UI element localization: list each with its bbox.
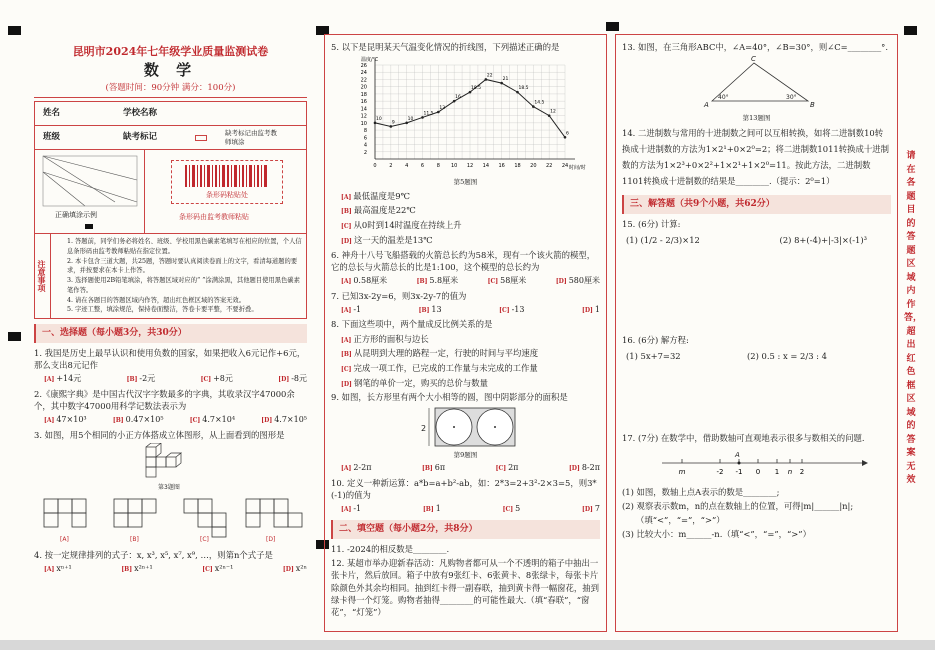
x-tick-label: 2 xyxy=(389,163,393,170)
cube-stack-figure xyxy=(146,443,181,477)
section-choice-header: 一、选择题（每小题3分，共30分） xyxy=(34,324,307,343)
q6-option-b[interactable]: [B] 5.8厘米 xyxy=(416,275,459,285)
y-tick-label: 4 xyxy=(363,142,367,149)
angle-b-label: 30° xyxy=(786,94,797,102)
y-tick-label: 14 xyxy=(360,106,367,113)
q3-figures xyxy=(34,443,307,543)
q10-option-c[interactable]: [C] 5 xyxy=(502,504,521,514)
data-point xyxy=(405,122,408,125)
q16-part1: (1) 5x+7=32 xyxy=(626,351,681,362)
angle-a-label: 40° xyxy=(718,94,729,102)
q3-label-a: [A] xyxy=(60,536,69,544)
q3-label-c: [C] xyxy=(200,536,209,544)
fill-example-mark xyxy=(85,224,93,229)
registration-mark xyxy=(8,332,21,341)
student-info-box xyxy=(34,101,307,319)
q7-options xyxy=(341,304,600,316)
q16-part2: (2) 0.5 : x = 2/3 : 4 xyxy=(746,351,827,362)
y-axis-label: 温度/℃ xyxy=(361,57,379,64)
q9-dimension-label: 2 xyxy=(421,423,427,433)
question-16: 16. (6分) 解方程: xyxy=(622,335,689,346)
absent-checkbox[interactable] xyxy=(195,135,207,141)
barcode-area xyxy=(171,160,283,204)
q3-option-b-figure xyxy=(114,499,156,527)
class-label: 班级 xyxy=(43,132,61,143)
q4-option-c[interactable]: [C] x²ⁿ⁻¹ xyxy=(202,563,234,573)
exam-title: 昆明市2024年七年级学业质量监测试卷 xyxy=(72,45,269,58)
q13-caption: 第13题图 xyxy=(742,114,771,123)
school-label: 学校名称 xyxy=(123,108,158,119)
q1-option-b[interactable]: [B] -2元 xyxy=(126,374,156,384)
y-tick-label: 10 xyxy=(360,121,367,128)
question-15: 15. (6分) 计算: xyxy=(622,218,681,229)
q10-option-a[interactable]: [A] -1 xyxy=(341,504,362,514)
data-point xyxy=(548,115,551,118)
q9-options xyxy=(341,462,600,474)
y-tick-label: 2 xyxy=(363,149,367,156)
side-warning: 请在各题目的答题区域内作答，超出红色框区域的答案无效 xyxy=(904,151,923,485)
data-point xyxy=(469,91,472,94)
q6-option-d[interactable]: [D] 580厘米 xyxy=(555,275,600,285)
data-point xyxy=(485,78,488,81)
q8-option-a[interactable]: [A] 正方形的面积与边长 xyxy=(341,333,429,344)
number-line-label: 2 xyxy=(799,467,805,476)
q17-sub2[interactable]: (2) 观察表示数m，n的点在数轴上的位置，可得|m|______|n|; xyxy=(622,501,854,512)
x-tick-label: 20 xyxy=(530,163,537,170)
q3-option-a-figure xyxy=(44,499,86,527)
point-a-marker xyxy=(738,461,741,464)
data-point xyxy=(374,122,377,125)
q13-triangle-figure xyxy=(622,55,892,111)
note-item: 4. 请在各题目的答题区域内作答，超出红色框区域的答案无效。 xyxy=(67,296,246,304)
data-point xyxy=(453,100,456,103)
number-line-label: -1 xyxy=(735,467,743,476)
q7-option-d[interactable]: [D] 1 xyxy=(582,304,600,314)
barcode-label: 条形码粘贴处 xyxy=(206,191,248,200)
y-tick-label: 20 xyxy=(360,84,367,91)
q9-option-c[interactable]: [C] 2π xyxy=(495,463,519,473)
section-fill-header: 二、填空题（每小题2分，共8分） xyxy=(331,520,600,539)
barcode-icon xyxy=(185,165,269,187)
q2-option-b[interactable]: [B] 0.47×10⁵ xyxy=(112,415,164,425)
temperature-line-chart xyxy=(331,55,601,175)
data-point xyxy=(516,91,519,94)
x-tick-label: 18 xyxy=(514,163,521,170)
y-tick-label: 26 xyxy=(360,63,367,70)
number-line-label: -2 xyxy=(716,467,724,476)
number-line-label: 1 xyxy=(774,467,780,476)
data-label: 12 xyxy=(550,109,556,115)
q3-label-b: [B] xyxy=(130,536,139,544)
absent-note: 缺考标记由监考教师填涂 xyxy=(225,129,277,146)
q7-option-a[interactable]: [A] -1 xyxy=(341,304,362,314)
student-id-grid xyxy=(35,150,145,234)
question-3: 3. 如图，用5个相同的小正方体搭成立体图形，从上面看到的图形是 xyxy=(34,430,285,441)
data-label: 6 xyxy=(566,131,569,137)
q3-option-c-figure xyxy=(184,499,226,537)
q5-option-b[interactable]: [B] 最高温度是22℃ xyxy=(341,205,416,216)
q9-figure xyxy=(331,406,601,448)
q15-part1: (1) (1/2 - 2/3)×12 xyxy=(626,234,700,245)
exam-time: (答题时间：90分钟 满分：100分) xyxy=(34,82,307,98)
number-line-label: n xyxy=(787,467,793,476)
q15-part2: (2) 8+(-4)+|-3|×(-1)³ xyxy=(779,234,867,245)
registration-mark xyxy=(904,26,917,35)
x-tick-label: 0 xyxy=(373,163,377,170)
q9-caption: 第9题图 xyxy=(453,450,478,459)
q3-caption: 第3题图 xyxy=(158,484,180,492)
absent-label: 缺考标记 xyxy=(123,132,158,143)
data-label: 10 xyxy=(376,117,382,123)
name-label: 姓名 xyxy=(43,108,61,119)
number-line-label: 0 xyxy=(755,467,761,476)
question-14[interactable]: 14. 二进制数与常用的十进制数之间可以互相转换，如将二进制数10转换成十进制数的方法为1×2¹+0×2⁰=2；将二进制数1011转换成十进制数的方法为1×2³+0×2²+1×2¹+1×2⁰=11。按此方法，二进制数1101转换成十进制数的结果是________.（提示：2⁰=1） xyxy=(622,127,889,186)
q10-option-d[interactable]: [D] 7 xyxy=(582,504,600,514)
note-item: 3. 选择题使用2B铅笔填涂，将答题区域对应的“ ”涂满涂黑，其他题目使用黑色碳素笔作答。 xyxy=(67,277,300,294)
note-item: 1. 答题前，同学们务必将姓名、班级、学校用黑色碳素笔填写在相应的位置，个人信息条形码由监考教师粘贴在指定位置。 xyxy=(67,238,302,255)
fill-example-label: 正确填涂示例 xyxy=(55,211,97,219)
number-line-label: m xyxy=(678,467,686,476)
q5-option-d[interactable]: [D] 这一天的温差是13℃ xyxy=(341,234,433,245)
question-1: 1. 我国是历史上最早认识和使用负数的国家，如果把收入6元记作+6元，那么支出8元记作 xyxy=(34,348,306,371)
question-13[interactable]: 13. 如图，在三角形ABC中，∠A=40°，∠B=30°，则∠C=________°. xyxy=(622,42,888,52)
question-5: 5. 以下是昆明某天气温变化情况的折线图，下列描述正确的是 xyxy=(331,42,560,52)
q6-option-a[interactable]: [A] 0.58厘米 xyxy=(341,275,388,285)
q1-options xyxy=(44,373,307,385)
column-3 xyxy=(615,34,898,632)
data-label: 22 xyxy=(486,73,493,79)
data-label: 21 xyxy=(502,77,509,83)
note-item: 5. 字迹工整，填涂规范，保持卷面整洁，答卷卡要平整，不要折叠。 xyxy=(67,306,258,314)
q17-number-line xyxy=(622,447,892,481)
data-label: 11.5 xyxy=(423,111,434,117)
data-label: 18.5 xyxy=(518,86,529,92)
section-solve-header: 三、解答题（共9个小题，共62分） xyxy=(622,195,891,214)
q16-answer-area[interactable] xyxy=(622,362,891,430)
q17-sub2-hint: （填“<”，“=”，“>”） xyxy=(636,515,725,526)
question-7: 7. 已知3x-2y=6，则3x-2y-7的值为 xyxy=(331,290,467,301)
q1-option-d[interactable]: [D] -8元 xyxy=(278,374,307,384)
q1-option-c[interactable]: [C] +8元 xyxy=(200,374,233,384)
notes-box xyxy=(35,234,306,318)
question-2: 2.《康熙字典》是中国古代汉字字数最多的字典，其收录汉字47000余个，其中数字47000用科学记数法表示为 xyxy=(34,389,295,412)
x-tick-label: 6 xyxy=(420,163,425,170)
q2-option-d[interactable]: [D] 4.7×10⁵ xyxy=(261,415,307,425)
q10-options xyxy=(341,503,600,515)
data-point xyxy=(437,111,440,114)
q17-sub1[interactable]: (1) 如图，数轴上点A表示的数是________; xyxy=(622,486,780,497)
q8-option-c[interactable]: [C] 完成一项工作，已完成的工作量与未完成的工作量 xyxy=(341,363,538,374)
q8-option-d[interactable]: [D] 钢笔的单价一定，购买的总价与数量 xyxy=(341,377,488,388)
y-tick-label: 16 xyxy=(360,99,367,106)
svg-text:B: B xyxy=(810,101,815,110)
y-tick-label: 24 xyxy=(360,70,367,77)
data-point xyxy=(390,125,393,128)
q4-option-b[interactable]: [B] x²ⁿ⁺¹ xyxy=(121,563,153,573)
q3-label-d: [D] xyxy=(266,536,276,544)
x-tick-label: 4 xyxy=(405,163,409,170)
svg-text:A: A xyxy=(704,101,709,110)
data-label: 14.5 xyxy=(534,100,545,106)
data-label: 16 xyxy=(455,95,461,101)
x-tick-label: 10 xyxy=(450,163,458,170)
y-tick-label: 6 xyxy=(363,135,367,142)
q9-option-d[interactable]: [D] 8-2π xyxy=(568,463,600,473)
q9-option-a[interactable]: [A] 2-2π xyxy=(341,463,372,473)
q5-caption: 第5题图 xyxy=(453,178,478,187)
column-2 xyxy=(324,34,607,632)
q10-option-b[interactable]: [B] 1 xyxy=(422,504,441,514)
y-tick-label: 22 xyxy=(360,77,367,84)
viewer-bottom-bar xyxy=(0,640,935,650)
x-tick-label: 8 xyxy=(436,163,440,170)
question-9: 9. 如图，长方形里有两个大小相等的圆，图中阴影部分的面积是 xyxy=(331,392,568,403)
barcode-note: 条形码由监考教师粘贴 xyxy=(179,213,249,221)
data-label: 10 xyxy=(407,117,414,123)
data-point xyxy=(421,116,424,119)
q4-option-d[interactable]: [D] x²ⁿ xyxy=(282,563,307,573)
q5-option-a[interactable]: [A] 最低温度是9℃ xyxy=(341,190,410,201)
data-point xyxy=(564,136,567,139)
column-1 xyxy=(34,34,307,577)
question-11[interactable]: 11. -2024的相反数是________. xyxy=(331,544,450,555)
q2-option-c[interactable]: [C] 4.7×10⁴ xyxy=(189,415,236,425)
q2-option-a[interactable]: [A] 47×10³ xyxy=(44,415,87,425)
note-item: 2. 本卡包含三道大题，共25题，答题时要认真阅读卷面上的文字，看清每道题的要求，并按要求在本卡上作答。 xyxy=(67,257,298,275)
q2-options xyxy=(44,414,307,426)
question-8: 8. 下面这些项中，两个量成反比例关系的是 xyxy=(331,319,493,330)
x-axis-label: 时间/时 xyxy=(569,165,586,172)
q6-option-c[interactable]: [C] 58厘米 xyxy=(487,275,527,285)
registration-mark xyxy=(8,26,21,35)
y-tick-label: 12 xyxy=(360,113,367,120)
q3-option-d-figure xyxy=(246,499,302,527)
q5-option-c[interactable]: [C] 从0时到14时温度在持续上升 xyxy=(341,220,462,231)
data-label: 13 xyxy=(439,106,446,112)
q6-options xyxy=(341,275,600,287)
question-12[interactable]: 12. 某超市举办迎新春活动：凡购物者都可从一个不透明的箱子中抽出一张卡片，然后放回。箱子中放有9张红卡、6张黄卡、8张绿卡，每张卡片除颜色外其余均相同。抽到红卡得一副春联，抽到黄卡得一幅窗花，抽到绿卡得一个灯笼。购物者抽得________的可能性最大.（填“春联”，“窗花”，“灯笼”） xyxy=(331,558,599,617)
q7-option-b[interactable]: [B] 13 xyxy=(418,304,442,314)
q17-sub3[interactable]: (3) 比较大小：m______-n.（填“<”，“=”，“>”） xyxy=(622,529,811,540)
q4-options xyxy=(44,563,307,575)
data-point xyxy=(532,105,535,108)
q4-option-a[interactable]: [A] xⁿ⁺¹ xyxy=(44,563,72,573)
q15-answer-area[interactable] xyxy=(622,246,891,332)
question-4: 4. 按一定规律排列的式子：x, x³, x⁵, x⁷, x⁹, …，则第n个式子是 xyxy=(34,549,273,560)
q8-option-b[interactable]: [B] 从昆明到大理的路程一定，行驶的时间与平均速度 xyxy=(341,348,539,359)
q1-option-a[interactable]: [A] +14元 xyxy=(44,374,82,384)
x-tick-label: 14 xyxy=(482,163,490,170)
y-tick-label: 8 xyxy=(363,128,367,135)
y-tick-label: 18 xyxy=(360,92,367,99)
point-a-label: A xyxy=(735,450,740,459)
data-point xyxy=(500,82,503,85)
x-tick-label: 22 xyxy=(545,163,553,170)
svg-text:C: C xyxy=(751,55,756,64)
data-label: 9 xyxy=(391,120,395,126)
notes-label: 注意事项 xyxy=(35,234,51,318)
question-10: 10. 定义一种新运算：a*b=a+b²-ab，如：2*3=2+3²-2×3=5，则3*(-1)的值为 xyxy=(331,477,597,501)
exam-subject: 数 学 xyxy=(143,60,198,79)
data-label: 18.5 xyxy=(471,86,482,92)
registration-mark xyxy=(606,22,619,31)
x-tick-label: 12 xyxy=(466,163,474,170)
x-tick-label: 24 xyxy=(561,163,569,170)
question-17: 17. (7分) 在数学中，借助数轴可直观地表示很多与数相关的问题. xyxy=(622,433,865,444)
q9-option-b[interactable]: [B] 6π xyxy=(422,463,446,473)
question-6: 6. 神舟十八号飞船搭载的火箭总长约为58米，现有一个该火箭的模型，它的总长与火箭总长的比是1:100，这个模型的总长约为 xyxy=(331,249,596,272)
q7-option-c[interactable]: [C] -13 xyxy=(499,304,525,314)
x-tick-label: 16 xyxy=(498,163,505,170)
notes-list xyxy=(51,234,306,318)
